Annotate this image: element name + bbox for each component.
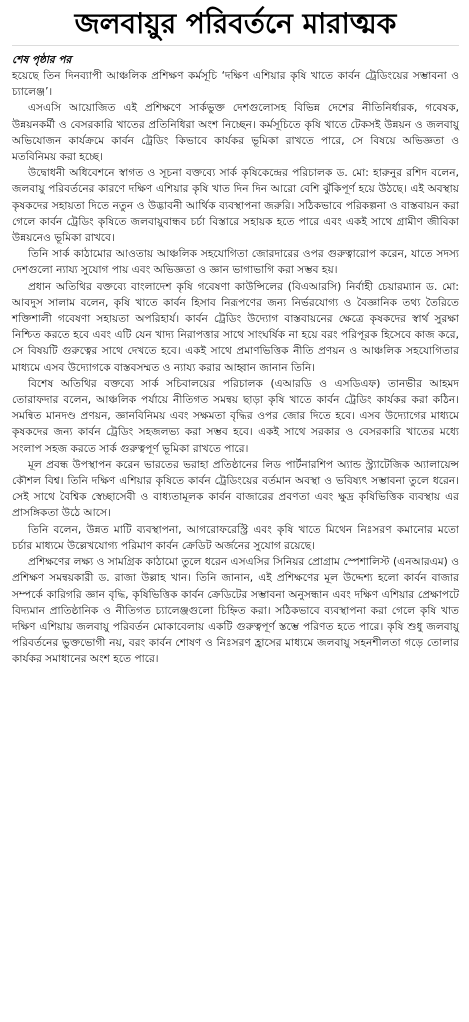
article-paragraph: প্রশিক্ষণের লক্ষ্য ও সামগ্রিক কাঠামো তুলে ধরেন এসএসির সিনিয়র প্রোগ্রাম স্পেশালিস্ট (এনআরএম) ও প্রশিক্ষণ সমন্বয়কারী ড. রাজা উল্লাহ খান। তিনি জানান, এই প্রশিক্ষণের মূল উদ্দেশ্য হলো কার্বন বাজার সম্পর্কে কারিগরি জ্ঞান বৃদ্ধি, কৃষিভিত্তিক কার্বন ক্রেডিটের সম্ভাবনা অনুসন্ধান এবং দক্ষিণ এশিয়ার প্রেক্ষাপটে বিদ্যমান প্রাতিষ্ঠানিক ও নীতিগত চ্যালেঞ্জগুলো চিহ্নিত করা। সঠিকভাবে ব্যবস্থাপনা করা গেলে কৃষি খাত দক্ষিণ এশিয়ায় জলবায়ু পরিবর্তন মোকাবেলায় একটি গুরুত্বপূর্ণ স্তম্ভে পরিণত হতে পারে। কৃষি শুধু জলবায়ু পরিবর্তনের ভুক্তভোগী নয়, বরং কার্বন শোষণ ও নিঃসরণ হ্রাসের মাধ্যমে জলবায়ু সহনশীলতা গড়ে তোলার কার্যকর সমাধানের অংশ হতে পারে। [12,556,459,666]
headline: জলবায়ুর পরিবর্তনে মারাত্মক [12,4,459,46]
article-paragraph: এসএসি আয়োজিত এই প্রশিক্ষণে সার্কভুক্ত দেশগুলোসহ বিভিন্ন দেশের নীতিনির্ধারক, গবেষক, উন্নয়নকর্মী ও বেসরকারি খাতের প্রতিনিধিরা অংশ নিচ্ছেন। কর্মসূচিতে কৃষি খাতে টেকসই উন্নয়ন ও জলবায়ু অভিযোজন কার্যক্রমে কার্বন ট্রেডিং কিভাবে কার্যকর ভূমিকা রাখতে পারে, সে বিষয়ে অভিজ্ঞতা ও মতবিনিময় করা হচ্ছে। [12,102,459,164]
article-paragraph: হয়েছে তিন দিনব্যাপী আঞ্চলিক প্রশিক্ষণ কর্মসূচি ‘দক্ষিণ এশিয়ার কৃষি খাতে কার্বন ট্রেডিংয়ের সম্ভাবনা ও চ্যালেঞ্জ’। [12,70,459,99]
article-paragraph: তিনি বলেন, উন্নত মাটি ব্যবস্থাপনা, আগরোফরেস্ট্রি এবং কৃষি খাতে মিথেন নিঃসরণ কমানোর মতো চর্চার মাধ্যমে উল্লেখযোগ্য পরিমাণ কার্বন ক্রেডিট অর্জনের সুযোগ রয়েছে। [12,523,459,552]
article-paragraph: মূল প্রবন্ধ উপস্থাপন করেন ভারতের ভরাহা প্রতিষ্ঠানের লিড পার্টনারশিপ অ্যান্ড স্ট্র্যাটেজিক অ্যালায়েন্স কৌশল বিশ্ব। তিনি দক্ষিণ এশিয়ার কৃষিতে কার্বন ট্রেডিংয়ের বর্তমান অবস্থা ও ভবিষ্যৎ সম্ভাবনা তুলে ধরেন। সেই সাথে বৈশ্বিক স্বেচ্ছাসেবী ও বাধ্যতামূলক কার্বন বাজারের প্রবণতা এবং ক্ষুদ্র কৃষিভিত্তিক ব্যবস্থায় এর প্রাসঙ্গিকতা উঠে আসে। [12,458,459,520]
continuation-label: শেষ পৃষ্ঠার পর [12,54,72,66]
article-paragraph: বিশেষ অতিথির বক্তব্যে সার্ক সচিবালয়ের পরিচালক (এআরডি ও এসডিএফ) তানভীর আহমদ তোরাফদার বলেন, আঞ্চলিক পর্যায়ে নীতিগত সমন্বয় ছাড়া কৃষি খাতে কার্বন ট্রেডিং কার্যকর করা কঠিন। সমন্বিত মানদণ্ড প্রণয়ন, জ্ঞানবিনিময় এবং সক্ষমতা বৃদ্ধির ওপর জোর দিতে হবে। এসব উদ্যোগের মাধ্যমে কৃষকদের জন্য কার্বন ট্রেডিং সহজলভ্য করা সম্ভব হবে। একই সাথে সরকার ও বেসরকারি খাতের মধ্যে সংলাপ সহজ করতে সার্ক গুরুত্বপূর্ণ ভূমিকা রাখতে পারে। [12,377,459,455]
article-paragraph: প্রধান অতিথির বক্তব্যে বাংলাদেশ কৃষি গবেষণা কাউন্সিলের (বিএআরসি) নির্বাহী চেয়ারম্যান ড. মো: আবদুস সালাম বলেন, কৃষি খাতে কার্বন হিসাব নিরূপণের জন্য নির্ভরযোগ্য ও বৈজ্ঞানিক তথ্য তৈরিতে শক্তিশালী গবেষণা সহায়তা অপরিহার্য। কার্বন ট্রেডিং উদ্যোগ বাস্তবায়নের ক্ষেত্রে কৃষকদের স্বার্থ সুরক্ষা নিশ্চিত করতে হবে এবং এটি যেন খাদ্য নিরাপত্তার সাথে সাংঘর্ষিক না হয়ে বরং পরিপূরক হিসেবে কাজ করে, সে বিষয়টি গুরুত্বের সাথে দেখতে হবে। একই সাথে প্রমাণভিত্তিক নীতি প্রণয়ন ও আঞ্চলিক সহযোগিতার মাধ্যমে এসব উদ্যোগকে বাস্তবসম্মত ও ন্যায্য করার আহ্বান জানান তিনি। [12,280,459,374]
article-paragraph: তিনি সার্ক কাঠামোর আওতায় আঞ্চলিক সহযোগিতা জোরদারের ওপর গুরুত্বারোপ করেন, যাতে সদস্য দেশগুলো ন্যায্য সুযোগ পায় এবং অভিজ্ঞতা ও জ্ঞান ভাগাভাগি করা সম্ভব হয়। [12,248,459,277]
article-paragraph: উদ্বোধনী অধিবেশনে স্বাগত ও সূচনা বক্তব্যে সার্ক কৃষিকেন্দ্রের পরিচালক ড. মো: হারুনুর রশিদ বলেন, জলবায়ু পরিবর্তনের কারণে দক্ষিণ এশিয়ার কৃষি খাত দিন দিন আরো বেশি ঝুঁকিপূর্ণ হয়ে উঠছে। এই অবস্থায় কৃষকদের সহায়তা দিতে নতুন ও উদ্ভাবনী আর্থিক ব্যবস্থাপনা জরুরি। সঠিকভাবে পরিকল্পনা ও বাস্তবায়ন করা গেলে কার্বন ট্রেডিং কৃষিতে জলবায়ুবান্ধব চর্চা বিস্তারে সহায়ক হতে পারে এবং একই সাথে গ্রামীণ জীবিকা উন্নয়নেও ভূমিকা রাখবে। [12,167,459,245]
